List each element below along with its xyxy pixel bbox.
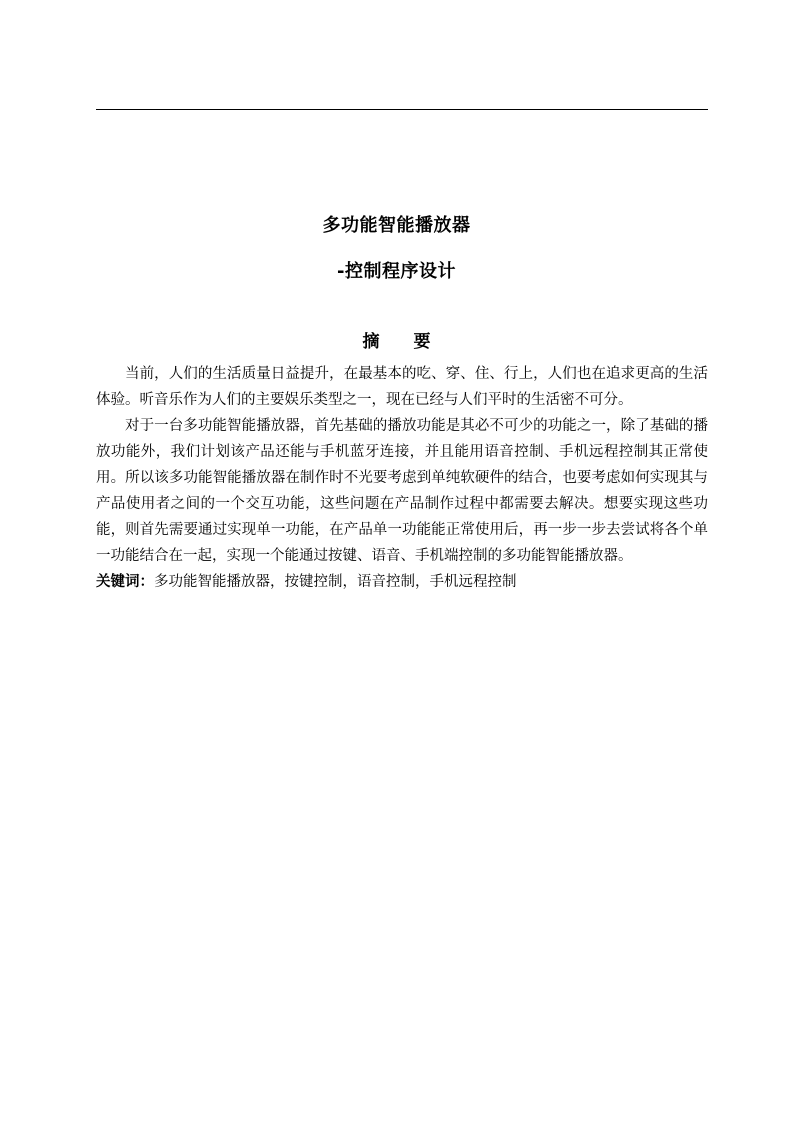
abstract-heading: 摘 要 <box>362 332 445 352</box>
keywords-label: 关键词： <box>96 574 154 590</box>
abstract-body <box>96 361 708 595</box>
keywords-line <box>96 569 708 595</box>
document-subtitle: -控制程序设计 <box>337 261 456 282</box>
document-title: 多功能智能播放器 <box>322 215 471 236</box>
keywords-text: 多功能智能播放器，按键控制，语音控制，手机远程控制 <box>154 574 517 590</box>
header-rule <box>96 109 708 110</box>
abstract-paragraph: 对于一台多功能智能播放器，首先基础的播放功能是其必不可少的功能之一，除了基础的播放功能外，我们计划该产品还能与手机蓝牙连接，并且能用语音控制、手机远程控制其正常使用。所以该多功能智能播放器在制作时不光要考虑到单纯软硬件的结合，也要考虑如何实现其与产品使用者之间的一个交互功能，这些问题在产品制作过程中都需要去解决。想要实现这些功能，则首先需要通过实现单一功能，在产品单一功能能正常使用后，再一步一步去尝试将各个单一功能结合在一起，实现一个能通过按键、语音、手机端控制的多功能智能播放器。 <box>96 418 708 564</box>
abstract-paragraph: 当前，人们的生活质量日益提升，在最基本的吃、穿、住、行上，人们也在追求更高的生活体验。听音乐作为人们的主要娱乐类型之一，现在已经与人们平时的生活密不可分。 <box>96 366 708 408</box>
